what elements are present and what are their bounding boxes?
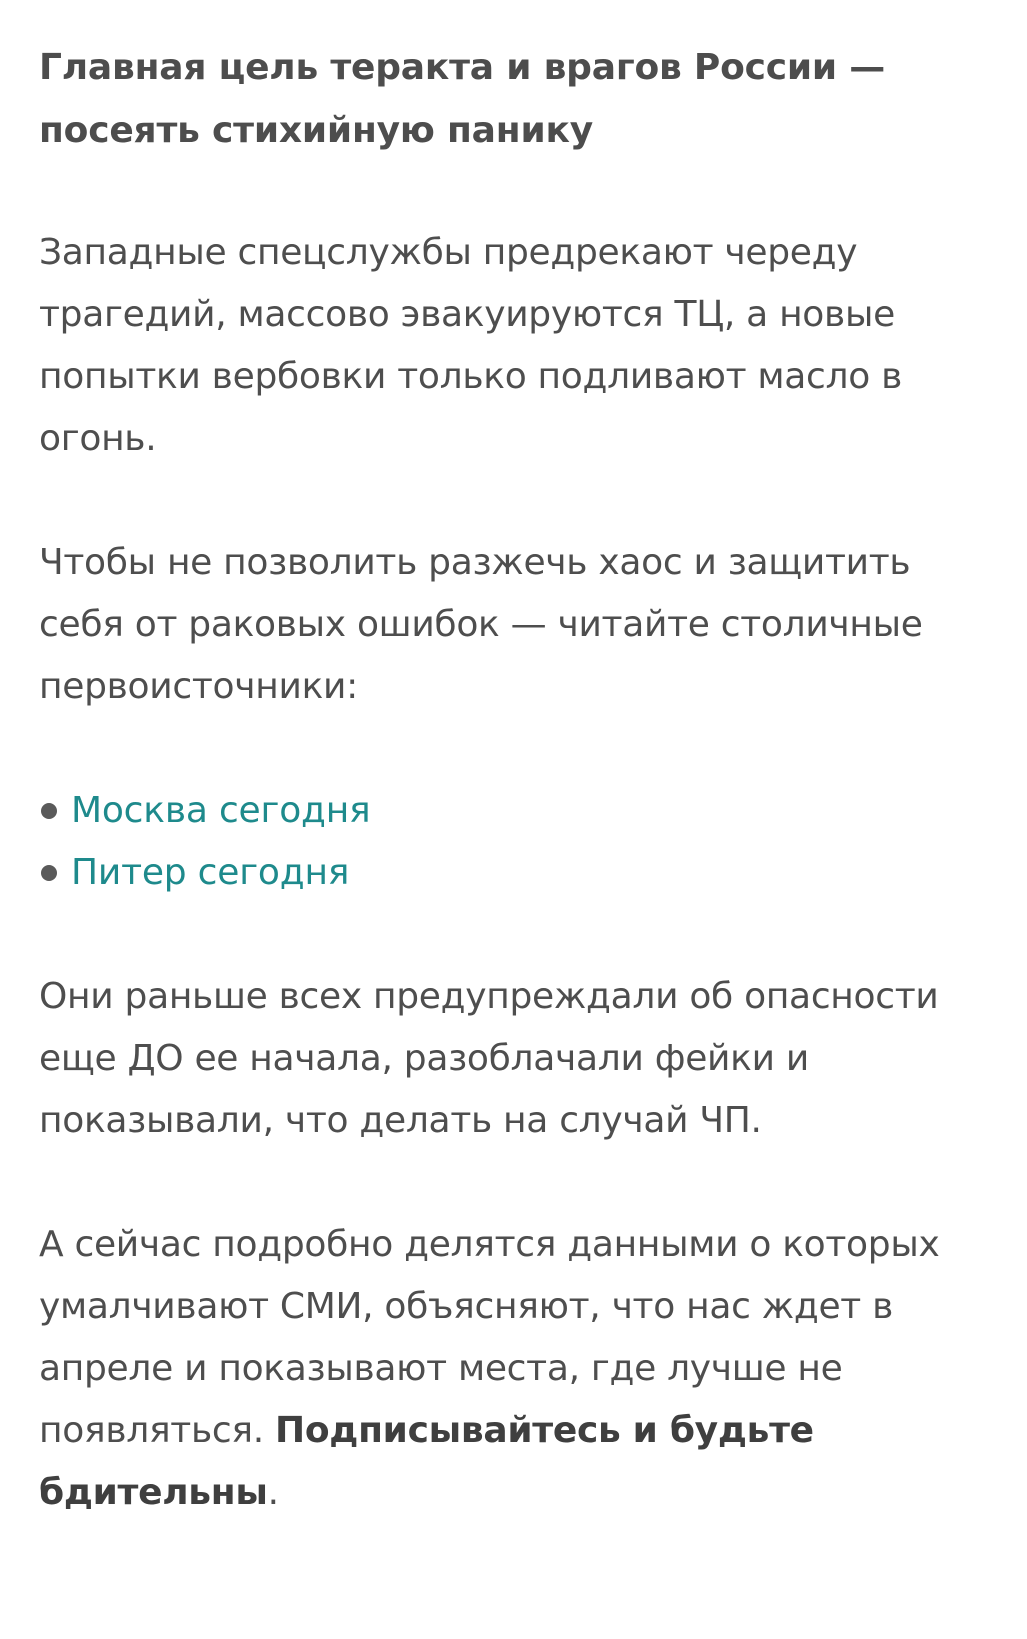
paragraph-3: Они раньше всех предупреждали об опасности еще ДО ее начала, разоблачали фейки и показывали, что делать на случай ЧП. (39, 976, 939, 1141)
paragraph-4-text: А сейчас подробно делятся данными о которых умалчивают СМИ, объясняют, что нас ждет в апреле и показывают места, где лучше не появляться. (39, 1224, 940, 1451)
source-links-list (39, 780, 999, 904)
list-item (39, 842, 999, 904)
post-title: Главная цель теракта и врагов России — посеять стихийную панику (39, 47, 886, 151)
paragraph-4 (39, 1214, 999, 1524)
bullet-icon (41, 803, 57, 819)
list-item (39, 780, 999, 842)
link-piter-today[interactable]: Питер сегодня (71, 852, 350, 893)
call-to-action: Подписывайтесь и будьте бдительны (39, 1410, 814, 1513)
link-moscow-today[interactable]: Москва сегодня (71, 790, 371, 831)
paragraph-4-end: . (267, 1472, 279, 1513)
paragraph-2: Чтобы не позволить разжечь хаос и защитить себя от раковых ошибок — читайте столичные первоисточники: (39, 542, 923, 707)
paragraph-1: Западные спецслужбы предрекают череду трагедий, массово эвакуируются ТЦ, а новые попытки вербовки только подливают масло в огонь. (39, 232, 903, 459)
bullet-icon (41, 865, 57, 881)
